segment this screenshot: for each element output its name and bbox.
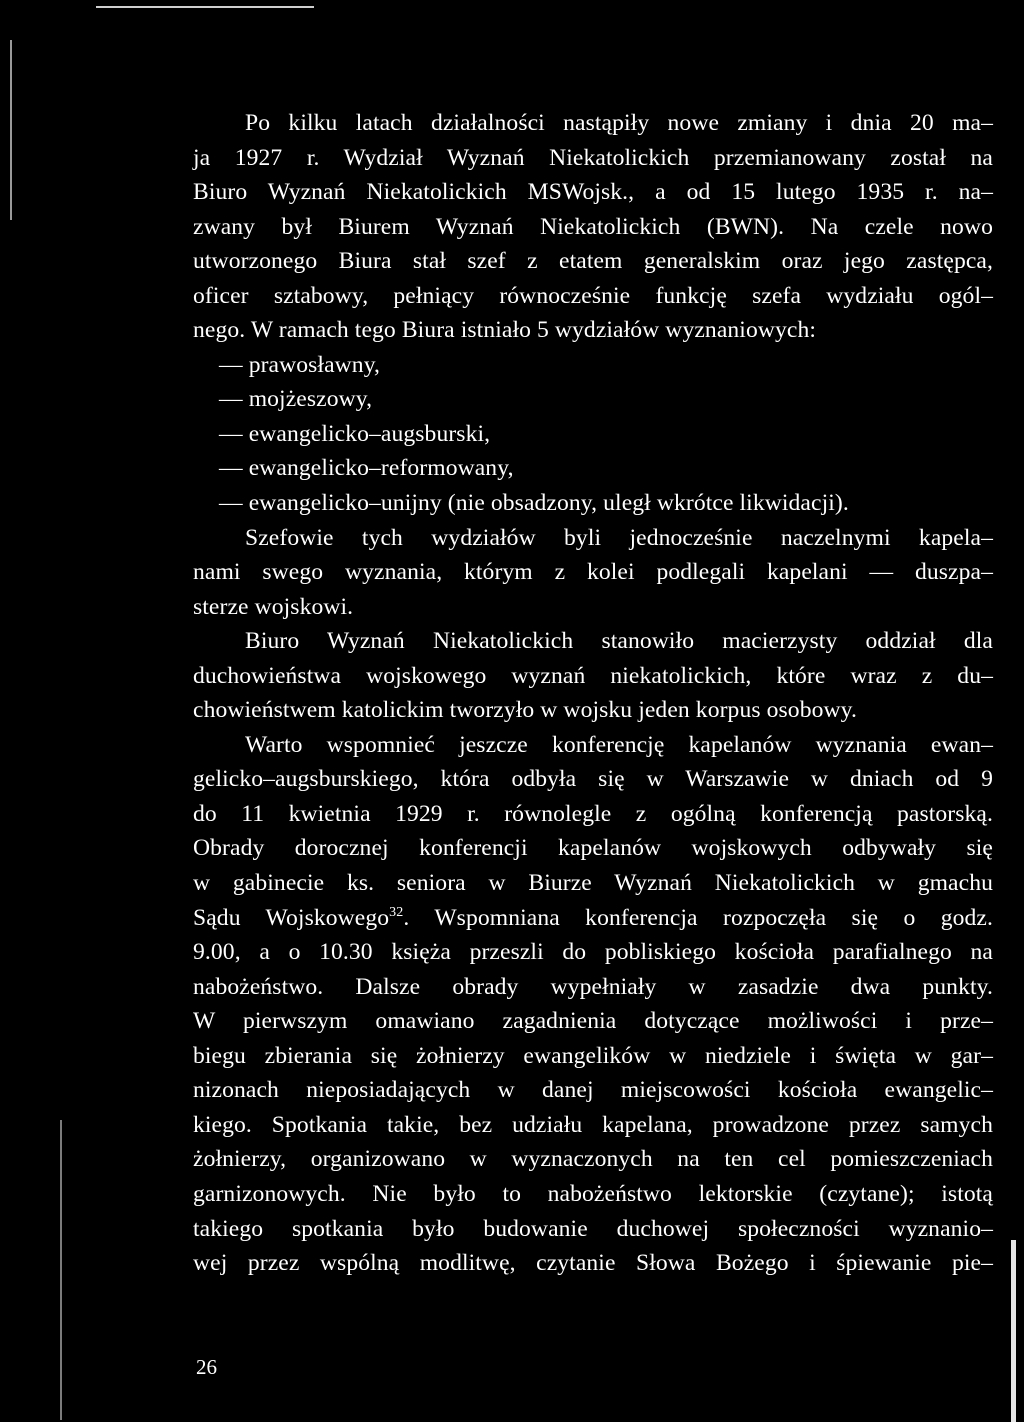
text-line: Po kilku latach działalności nastąpiły nowe zmiany i dnia 20 ma– <box>245 110 993 136</box>
text-segment: Sądu Wojskowego <box>193 904 390 931</box>
text-line <box>193 901 993 936</box>
text-line: sterze wojskowi. <box>193 593 354 620</box>
body-text <box>193 106 993 1281</box>
text-line: nizonach nieposiadających w danej miejscowości kościoła ewangelic– <box>193 1077 993 1104</box>
text-line: — ewangelicko–reformowany, <box>219 455 514 482</box>
text-line: zwany był Biurem Wyznań Niekatolickich (BWN). Na czele nowo <box>193 213 993 240</box>
text-line: gelicko–augsburskiego, która odbyła się w Warszawie w dniach od 9 <box>193 766 993 793</box>
text-line: nabożeństwo. Dalsze obrady wypełniały w zasadzie dwa punkty. <box>193 973 993 1000</box>
text-line: garnizonowych. Nie było to nabożeństwo lektorskie (czytane); istotą <box>193 1180 993 1207</box>
text-line: oficer sztabowy, pełniący równocześnie funkcję szefa wydziału ogól– <box>193 282 993 309</box>
text-line: żołnierzy, organizowano w wyznaczonych na ten cel pomieszczeniach <box>193 1146 993 1173</box>
text-line: chowieństwem katolickim tworzyło w wojsku jeden korpus osobowy. <box>193 697 857 724</box>
text-line: Warto wspomnieć jeszcze konferencję kapelanów wyznania ewan– <box>245 731 993 758</box>
text-line: wej przez wspólną modlitwę, czytanie Słowa Bożego i śpiewanie pie– <box>193 1250 993 1277</box>
text-line: kiego. Spotkania takie, bez udziału kapelana, prowadzone przez samych <box>193 1111 993 1138</box>
footnote-marker: 32 <box>389 904 404 920</box>
text-line: — mojżeszowy, <box>219 386 373 413</box>
text-line: — ewangelicko–unijny (nie obsadzony, uległ wkrótce likwidacji). <box>219 490 849 517</box>
text-line: nami swego wyznania, którym z kolei podlegali kapelani — duszpa– <box>193 559 993 586</box>
scan-edge-left-lower <box>60 1120 62 1420</box>
scan-edge-right <box>1011 1240 1016 1422</box>
scan-edge-left <box>10 40 12 220</box>
scan-edge-top <box>96 6 314 8</box>
text-line: do 11 kwietnia 1929 r. równolegle z ogólną konferencją pastorską. <box>193 800 993 827</box>
text-line: — prawosławny, <box>219 351 381 378</box>
text-line: takiego spotkania było budowanie duchowej społeczności wyznanio– <box>193 1215 993 1242</box>
text-line: utworzonego Biura stał szef z etatem generalskim oraz jego zastępca, <box>193 248 993 275</box>
text-line: Biuro Wyznań Niekatolickich stanowiło macierzysty oddział dla <box>245 628 993 655</box>
text-line: 9.00, a o 10.30 księża przeszli do pobliskiego kościoła parafialnego na <box>193 939 993 966</box>
text-line: ja 1927 r. Wydział Wyznań Niekatolickich przemianowany został na <box>193 144 993 171</box>
text-line: W pierwszym omawiano zagadnienia dotyczące możliwości i prze– <box>193 1008 993 1035</box>
text-line: Obrady dorocznej konferencji kapelanów wojskowych odbywały się <box>193 835 993 862</box>
text-line: biegu zbierania się żołnierzy ewangelików w niedziele i święta w gar– <box>193 1042 993 1069</box>
text-line: Szefowie tych wydziałów byli jednocześnie naczelnymi kapela– <box>245 524 993 551</box>
text-line: w gabinecie ks. seniora w Biurze Wyznań Niekatolickich w gmachu <box>193 870 993 897</box>
text-line: — ewangelicko–augsburski, <box>219 420 491 447</box>
text-line: Biuro Wyznań Niekatolickich MSWojsk., a od 15 lutego 1935 r. na– <box>193 179 993 206</box>
text-segment: . Wspomniana konferencja rozpoczęła się o godz. <box>403 904 993 931</box>
page-number: 26 <box>196 1355 217 1379</box>
text-line: nego. W ramach tego Biura istniało 5 wydziałów wyznaniowych: <box>193 317 816 344</box>
text-line: duchowieństwa wojskowego wyznań niekatolickich, które wraz z du– <box>193 662 993 689</box>
